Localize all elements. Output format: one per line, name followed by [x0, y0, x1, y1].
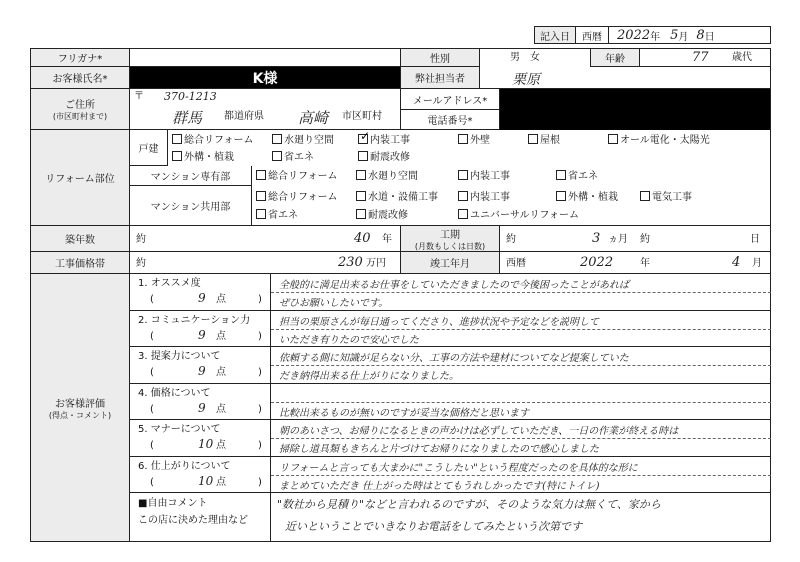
price-prefix: 約: [136, 258, 146, 269]
phone-label: [400, 110, 500, 130]
staff-value: 栗原: [512, 72, 540, 88]
evaluation-score-unit: 点: [216, 367, 226, 378]
evaluation-score: 9: [198, 327, 206, 342]
option-label: 内装工事: [470, 171, 510, 182]
comment-line-1: リフォームと言っても大まかに"こうしたい"という程度だったのを具体的な形に: [279, 462, 638, 474]
option-label: 水廻り空間: [368, 171, 418, 182]
option-label: 内装工事: [370, 135, 410, 146]
option-label: 総合リフォーム: [184, 135, 254, 146]
checkbox[interactable]: [256, 191, 266, 201]
customer-name-value: K様: [252, 70, 278, 87]
address-label: [31, 89, 130, 130]
checkbox[interactable]: [358, 151, 368, 161]
comment-line-1: 依頼する側に知識が足らない分、工事の方法や建材についてなど提案していた: [279, 353, 629, 364]
evaluation-title: 1. オススメ度: [138, 278, 201, 289]
evaluation-score: 10: [198, 473, 214, 488]
option-label: 外構・植栽: [568, 192, 618, 203]
checkbox[interactable]: [256, 209, 266, 219]
evaluation-title: 5. マナーについて: [138, 424, 221, 435]
dashed-rule: [271, 365, 771, 366]
evaluation-row: [130, 420, 770, 457]
price-unit: 万円: [366, 258, 386, 269]
evaluation-score-open: (: [150, 367, 154, 378]
option-label: 水廻り空間: [284, 135, 334, 146]
evaluation-sublabel: (得点・コメント): [48, 410, 112, 420]
evaluation-score-close: ): [258, 294, 262, 305]
evaluation-score-open: (: [150, 403, 154, 415]
entry-date-label: 記入日: [535, 27, 576, 43]
checkbox[interactable]: [528, 134, 538, 144]
evaluation-row: [130, 274, 770, 311]
period-value: 3: [592, 231, 601, 246]
gender-label: [400, 49, 480, 67]
evaluation-score-open: (: [150, 294, 154, 305]
mansion-common-label: [130, 186, 252, 226]
customer-name-label: [31, 67, 130, 89]
dashed-rule: [271, 292, 771, 293]
option-mp-water[interactable]: [356, 170, 458, 183]
option-house-total[interactable]: [172, 134, 272, 147]
customer-name-label-text: お客様氏名*: [52, 74, 108, 85]
free-comment-title-cell: [130, 493, 270, 541]
address-sublabel: (市区町村まで): [52, 112, 108, 121]
completion-year: 2022: [580, 255, 614, 270]
evaluation-score: 9: [198, 364, 206, 378]
postal-mark: 〒: [134, 91, 144, 102]
entry-day: 8: [696, 27, 705, 43]
phone-label-text: 電話番号*: [427, 116, 473, 127]
evaluation-score-unit: 点: [216, 440, 226, 451]
free-comment-cell: [270, 493, 770, 541]
staff-cell: [480, 67, 770, 89]
completion-era: 西暦: [506, 258, 526, 269]
option-label: 水道・設備工事: [368, 192, 438, 203]
option-house-exterior[interactable]: [172, 151, 272, 164]
comment-line-2: 比較出来るものが無いのですが妥当な価格だと思います: [279, 407, 529, 419]
comment-line-2: ぜひお願いしたいです。: [279, 298, 389, 309]
period-label: [400, 226, 500, 252]
option-house-wall[interactable]: [458, 134, 528, 147]
entry-date-box: [534, 26, 771, 44]
evaluation-label: [31, 274, 130, 541]
evaluation-title: 4. 価格について: [138, 387, 211, 399]
option-label: 省エネ: [568, 171, 598, 182]
period-days-unit: 日: [750, 234, 760, 245]
checkbox[interactable]: [458, 209, 468, 219]
checkbox[interactable]: [556, 191, 566, 201]
address-pref: 群馬: [172, 109, 203, 127]
comment-cell: [270, 420, 771, 456]
checkbox[interactable]: [640, 191, 650, 201]
comment-cell: [270, 274, 771, 310]
completion-cell: [500, 252, 770, 274]
gender-label-text: 性別: [430, 54, 450, 65]
checkbox[interactable]: [172, 134, 182, 144]
option-house-interior[interactable]: [358, 129, 458, 147]
comment-line-1: 全般的に満足出来るお仕事をしていただきましたので今後困ったことがあれば: [279, 280, 629, 291]
option-label: ユニバーサルリフォーム: [470, 210, 579, 221]
option-label: 耐震改修: [370, 152, 410, 163]
building-age-label-text: 築年数: [65, 235, 95, 246]
entry-year-unit: 年: [650, 31, 661, 43]
checkbox-checked[interactable]: [358, 129, 371, 144]
dashed-rule: [271, 475, 771, 476]
evaluation-score-unit: 点: [216, 403, 226, 415]
option-label: 総合リフォーム: [268, 192, 338, 203]
evaluation-score: 9: [198, 291, 206, 305]
mansion-private-label-text: マンション専有部: [150, 172, 231, 183]
option-label: 外壁: [470, 135, 490, 146]
option-house-quake[interactable]: [358, 151, 410, 164]
mansion-common-row1: [256, 191, 692, 204]
email-label: [400, 89, 500, 110]
age-unit: 歳代: [732, 52, 752, 63]
option-mp-interior[interactable]: [458, 170, 556, 183]
period-sublabel: (月数もしくは日数): [414, 241, 486, 251]
price-cell: [130, 252, 400, 274]
check-mark-icon: ✓: [360, 129, 371, 143]
option-mc-electric[interactable]: [640, 191, 692, 204]
option-mc-interior[interactable]: [458, 191, 556, 204]
evaluation-score: 9: [198, 400, 206, 415]
option-mc-quake[interactable]: [356, 209, 458, 222]
evaluation-score-close: ): [258, 330, 262, 342]
evaluation-score-unit: 点: [216, 476, 226, 488]
option-label: 屋根: [540, 135, 560, 146]
mansion-common-row2: [256, 209, 579, 222]
house-label: [130, 130, 168, 166]
comment-cell: [270, 311, 771, 347]
evaluation-title: 2. コミュニケーション力: [138, 314, 251, 326]
option-mc-water[interactable]: [356, 191, 458, 204]
customer-name-cell: [130, 67, 400, 89]
evaluation-title: 6. 仕上がりについて: [138, 460, 231, 472]
gender-options: 男 女: [510, 52, 540, 63]
completion-label: [400, 252, 500, 274]
building-age-label: [31, 226, 130, 252]
staff-label: [400, 67, 480, 89]
house-row1: [172, 129, 710, 147]
option-mp-total[interactable]: [256, 170, 356, 183]
reform-label-text: リフォーム部位: [45, 174, 115, 185]
comment-cell: [270, 457, 771, 493]
option-label: 省エネ: [268, 210, 298, 221]
option-label: 省エネ: [284, 152, 314, 163]
checkbox[interactable]: [356, 191, 366, 201]
comment-cell: [270, 347, 771, 383]
comment-line-1: 担当の栗原さんが毎日通ってくださり、進捗状況や予定などを説明して: [279, 316, 599, 328]
entry-month: 5: [670, 27, 679, 43]
mansion-private-row: [256, 170, 598, 183]
checkbox[interactable]: [172, 151, 182, 161]
age-value: 77: [692, 50, 709, 65]
evaluation-score-unit: 点: [216, 294, 226, 305]
completion-year-unit: 年: [640, 258, 650, 269]
building-age-prefix: 約: [136, 234, 146, 245]
comment-line-2: だき納得出来る仕上がりになりました。: [279, 371, 459, 382]
evaluation-score-open: (: [150, 476, 154, 488]
option-label: 内装工事: [470, 192, 510, 203]
evaluation-score-close: ): [258, 476, 262, 488]
address-label-text: ご住所: [65, 100, 95, 111]
staff-label-text: 弊社担当者: [415, 74, 465, 85]
evaluation-row: [130, 384, 770, 421]
comment-line-2: いただき有りたので安心でした: [279, 334, 419, 346]
evaluation-score-open: (: [150, 330, 154, 342]
option-label: 耐震改修: [368, 210, 408, 221]
evaluation-score-close: ): [258, 367, 262, 378]
option-mc-eco[interactable]: [256, 209, 356, 222]
period-cell: [500, 226, 770, 252]
evaluation-score-close: ): [258, 440, 262, 451]
option-house-electric[interactable]: [608, 134, 710, 147]
evaluation-score-close: ): [258, 403, 262, 415]
option-label: 外構・植栽: [184, 152, 234, 163]
checkbox[interactable]: [608, 134, 618, 144]
building-age-cell: [130, 226, 400, 252]
evaluation-row: [130, 311, 770, 348]
checkbox[interactable]: [272, 134, 282, 144]
age-label-text: 年齢: [605, 54, 625, 65]
checkbox[interactable]: [458, 170, 468, 180]
building-age-unit: 年: [382, 234, 392, 245]
period-label-text: 工期: [440, 229, 460, 241]
comment-line-2: 掃除し道具類もきちんと片づけてお帰りになりましたので感心しました: [279, 444, 599, 455]
free-comment-title: ■自由コメント: [138, 498, 208, 509]
dashed-rule: [271, 402, 771, 403]
option-house-eco[interactable]: [272, 151, 358, 164]
pref-label: 都道府県: [224, 111, 264, 122]
furigana-label-text: フリガナ*: [57, 54, 103, 65]
evaluation-score-unit: 点: [216, 330, 226, 342]
period-prefix: 約: [506, 234, 516, 245]
checkbox[interactable]: [356, 170, 366, 180]
evaluation-score: 10: [198, 437, 214, 451]
dashed-rule: [271, 329, 771, 330]
price-label: [31, 252, 130, 274]
entry-year: 2022: [617, 27, 651, 43]
option-house-water[interactable]: [272, 134, 358, 147]
free-comment-line-2: 近いということでいきなりお電話をしてみたという次第です: [285, 520, 582, 533]
completion-label-text: 竣工年月: [430, 259, 470, 270]
postal-code: 370-1213: [164, 90, 217, 103]
email-label-text: メールアドレス*: [412, 95, 488, 107]
house-label-text: 戸建: [138, 144, 159, 155]
address-city: 高崎: [298, 109, 329, 127]
age-cell: [640, 49, 770, 67]
checkbox[interactable]: [256, 170, 266, 180]
entry-day-unit: 日: [704, 31, 715, 43]
age-label: [590, 49, 640, 67]
completion-month-unit: 月: [752, 258, 762, 269]
option-mc-exterior[interactable]: [556, 191, 640, 204]
option-label: 電気工事: [652, 192, 692, 203]
option-label: 総合リフォーム: [268, 171, 338, 182]
evaluation-score-open: (: [150, 440, 154, 451]
evaluation-row: [130, 457, 770, 494]
option-label: オール電化・太陽光: [620, 135, 710, 146]
comment-line-1: 朝のあいさつ、お帰りになるときの声かけは必ずしていただき、一日の作業が終える時は: [279, 426, 679, 437]
checkbox[interactable]: [458, 134, 468, 144]
price-value: 230: [338, 255, 363, 270]
checkbox[interactable]: [272, 151, 282, 161]
period-days-prefix: 約: [640, 234, 650, 245]
house-row2: [172, 151, 410, 164]
price-label-text: 工事価格帯: [55, 259, 105, 270]
reform-label: [31, 130, 130, 226]
furigana-value: [130, 49, 400, 67]
checkbox[interactable]: [356, 209, 366, 219]
free-comment-line-1: "数社から見積り"などと言われるのですが、そのような気力は無くて、家から: [277, 498, 661, 511]
completion-month: 4: [732, 255, 741, 270]
address-cell: [130, 89, 400, 130]
option-house-roof[interactable]: [528, 134, 608, 147]
entry-era: 西暦: [576, 27, 609, 43]
furigana-label: [31, 49, 130, 67]
evaluation-label-text: お客様評価: [55, 398, 105, 410]
free-comment-subtitle: この店に決めた理由など: [138, 515, 248, 526]
period-unit: ヵ月: [608, 234, 628, 245]
building-age-value: 40: [354, 231, 371, 246]
comment-cell: [270, 384, 771, 420]
mansion-common-label-text: マンション共用部: [150, 202, 231, 213]
entry-month-unit: 月: [678, 31, 689, 43]
option-mc-total[interactable]: [256, 191, 356, 204]
dashed-rule: [271, 438, 771, 439]
checkbox[interactable]: [458, 191, 468, 201]
contact-redacted: [500, 89, 770, 130]
evaluation-row: [130, 347, 770, 384]
option-mc-universal[interactable]: [458, 209, 579, 222]
mansion-private-label: [130, 166, 252, 186]
city-label: 市区町村: [342, 111, 382, 122]
evaluation-title: 3. 提案力について: [138, 351, 221, 362]
option-mp-eco[interactable]: [556, 170, 598, 183]
checkbox[interactable]: [556, 170, 566, 180]
comment-line-2: まとめていただき 仕上がった時はとてもうれしかったです(特にトイレ): [279, 480, 600, 492]
